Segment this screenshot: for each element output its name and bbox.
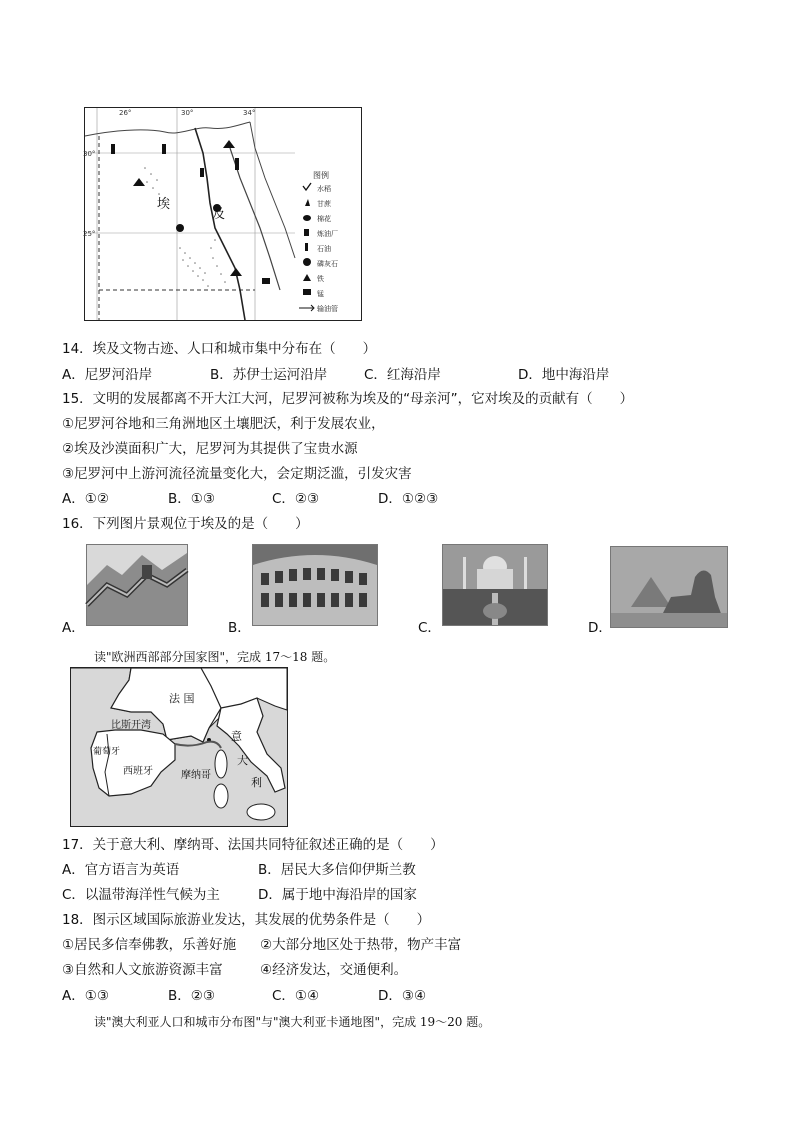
sphinx-image [611, 547, 727, 627]
photo-sphinx[interactable] [610, 546, 728, 628]
q18-option-c[interactable]: C．①④ [272, 988, 320, 1004]
photo-great-wall[interactable] [86, 544, 188, 626]
q18-option-d[interactable]: D．③④ [378, 988, 427, 1004]
europe-map-graphic [71, 668, 287, 826]
q15-item-2: ②埃及沙漠面积广大，尼罗河为其提供了宝贵水源 [62, 441, 358, 457]
q14-option-d[interactable]: D．地中海沿岸 [518, 367, 610, 383]
label-portugal: 葡萄牙 [93, 747, 121, 757]
q15-option-b[interactable]: B．①③ [168, 491, 215, 507]
instruction-19-20: 读"澳大利亚人口和城市分布图"与"澳大利亚卡通地图"，完成 19～20 题。 [94, 1015, 491, 1029]
label-bay-of-biscay: 比斯开湾 [111, 720, 151, 731]
great-wall-image [87, 545, 187, 625]
lat-label-25: 25° [83, 230, 96, 238]
europe-map [70, 667, 288, 827]
lon-label-30: 30° [181, 109, 194, 117]
q17-stem: 17．关于意大利、摩纳哥、法国共同特征叙述正确的是（ ） [62, 837, 444, 853]
egypt-char-1: 埃 [157, 197, 171, 212]
lon-label-26: 26° [119, 109, 132, 117]
photo-colosseum[interactable] [252, 544, 378, 626]
q18-option-a[interactable]: A．①③ [62, 988, 109, 1004]
q15-option-d[interactable]: D．①②③ [378, 491, 439, 507]
egypt-map [84, 107, 362, 321]
q15-option-c[interactable]: C．②③ [272, 491, 320, 507]
q15-item-3: ③尼罗河中上游河流径流量变化大，会定期泛滥，引发灾害 [62, 466, 412, 482]
lon-label-34: 34° [243, 109, 256, 117]
q16-option-c[interactable]: C． [418, 620, 441, 636]
legend-label-cotton: 棉花 [317, 215, 331, 223]
q18-item-2: ②大部分地区处于热带，物产丰富 [260, 937, 462, 953]
legend-title: 图例 [313, 171, 329, 180]
q18-item-3: ③自然和人文旅游资源丰富 [62, 962, 223, 978]
legend-label-phosphate: 磷灰石 [317, 260, 338, 268]
taj-mahal-image [443, 545, 547, 625]
label-france: 法 国 [169, 692, 195, 705]
q17-option-b[interactable]: B．居民大多信仰伊斯兰教 [258, 862, 416, 878]
q18-item-1: ①居民多信奉佛教，乐善好施 [62, 937, 237, 953]
label-monaco: 摩纳哥 [181, 770, 211, 781]
q15-item-1: ①尼罗河谷地和三角洲地区土壤肥沃，利于发展农业， [62, 416, 385, 432]
legend-label-pipeline: 输油管 [317, 305, 338, 313]
q16-option-b[interactable]: B． [228, 620, 251, 636]
colosseum-image [253, 545, 377, 625]
q18-option-b[interactable]: B．②③ [168, 988, 215, 1004]
q17-option-c[interactable]: C．以温带海洋性气候为主 [62, 887, 220, 903]
lat-label-30: 30° [83, 150, 96, 158]
q18-stem: 18．图示区域国际旅游业发达，其发展的优势条件是（ ） [62, 912, 431, 928]
label-italy-2: 大 [237, 754, 248, 767]
label-spain: 西班牙 [123, 766, 153, 777]
q14-option-b[interactable]: B．苏伊士运河沿岸 [210, 367, 328, 383]
legend-label-refinery: 炼油厂 [317, 230, 338, 238]
legend-label-oil: 石油 [317, 245, 331, 253]
label-italy-1: 意 [231, 730, 242, 743]
q17-option-a[interactable]: A．官方语言为英语 [62, 862, 180, 878]
q15-stem: 15．文明的发展都离不开大江大河，尼罗河被称为埃及的“母亲河”，它对埃及的贡献有（ ） [62, 391, 634, 407]
q15-option-a[interactable]: A．①② [62, 491, 109, 507]
q14-option-c[interactable]: C．红海沿岸 [364, 367, 441, 383]
q16-option-d[interactable]: D． [588, 620, 612, 636]
legend-label-iron: 铁 [317, 275, 324, 283]
photo-taj-mahal[interactable] [442, 544, 548, 626]
q14-option-a[interactable]: A．尼罗河沿岸 [62, 367, 153, 383]
legend-label-rice: 水稻 [317, 185, 331, 193]
q16-option-a[interactable]: A． [62, 620, 85, 636]
instruction-17-18: 读"欧洲西部部分国家图"，完成 17～18 题。 [94, 650, 336, 664]
legend-label-sugarcane: 甘蔗 [317, 200, 331, 208]
egypt-char-2: 及 [212, 207, 226, 222]
legend-label-manganese: 锰 [317, 290, 324, 298]
q17-option-d[interactable]: D．属于地中海沿岸的国家 [258, 887, 417, 903]
label-italy-3: 利 [251, 776, 262, 789]
q14-stem: 14．埃及文物古迹、人口和城市集中分布在（ ） [62, 341, 377, 357]
q16-stem: 16．下列图片景观位于埃及的是（ ） [62, 516, 309, 532]
egypt-map-graphic [85, 108, 361, 320]
q18-item-4: ④经济发达，交通便利。 [260, 962, 408, 978]
